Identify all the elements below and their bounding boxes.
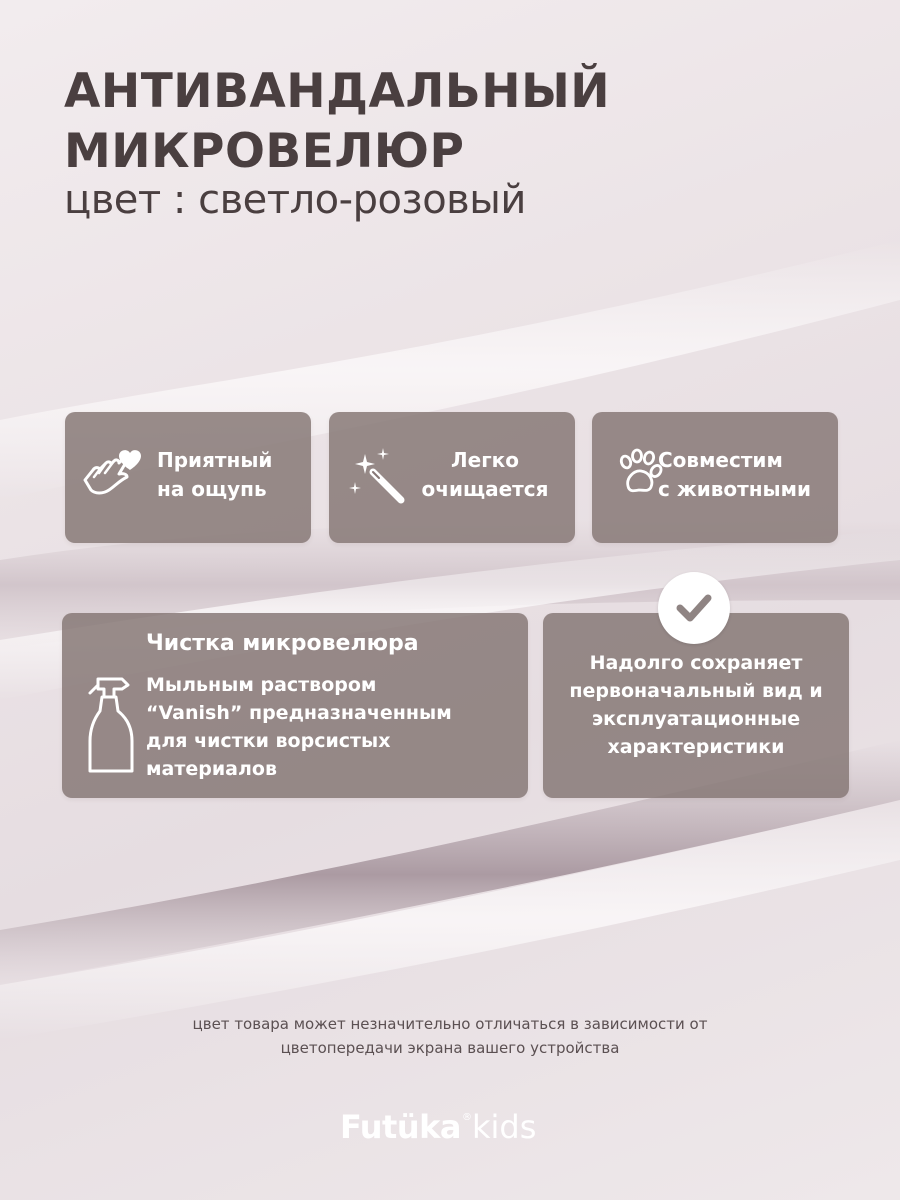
title-line-2: МИКРОВЕЛЮР [64, 124, 465, 179]
hand-heart-icon [79, 440, 145, 506]
cleaning-card [62, 613, 528, 798]
spray-bottle-icon [84, 671, 140, 779]
color-subtitle: цвет : светло-розовый [64, 177, 526, 223]
cleaning-title: Чистка микровелюра [146, 631, 419, 656]
magic-wand-icon [343, 440, 409, 506]
durability-text: Надолго сохраняет первоначальный вид и эксплуатационные характеристики [569, 652, 823, 758]
brand-name: Futüka [340, 1108, 461, 1146]
feature-card-clean [329, 412, 575, 543]
cleaning-instructions: Мыльным раствором “Vanish” предназначенным для чистки ворсистых материалов [146, 674, 452, 780]
feature-card-pets [592, 412, 838, 543]
feature-card-soft [65, 412, 311, 543]
page-title [64, 62, 610, 182]
registered-mark: ® [462, 1112, 472, 1123]
feature-label-soft: Приятный на ощупь [157, 448, 273, 501]
color-disclaimer: цвет товара может незначительно отличаться в зависимости от цветопередачи экрана вашего устройства [192, 1015, 708, 1057]
feature-label-clean: Легко очищается [421, 448, 549, 501]
title-line-1: АНТИВАНДАЛЬНЫЙ [64, 64, 611, 119]
checkmark-badge [658, 572, 730, 644]
brand-suffix: kids [472, 1108, 537, 1146]
feature-label-pets: Совместим с животными [658, 448, 811, 501]
brand-logo [340, 1108, 570, 1158]
checkmark-icon [674, 588, 714, 628]
